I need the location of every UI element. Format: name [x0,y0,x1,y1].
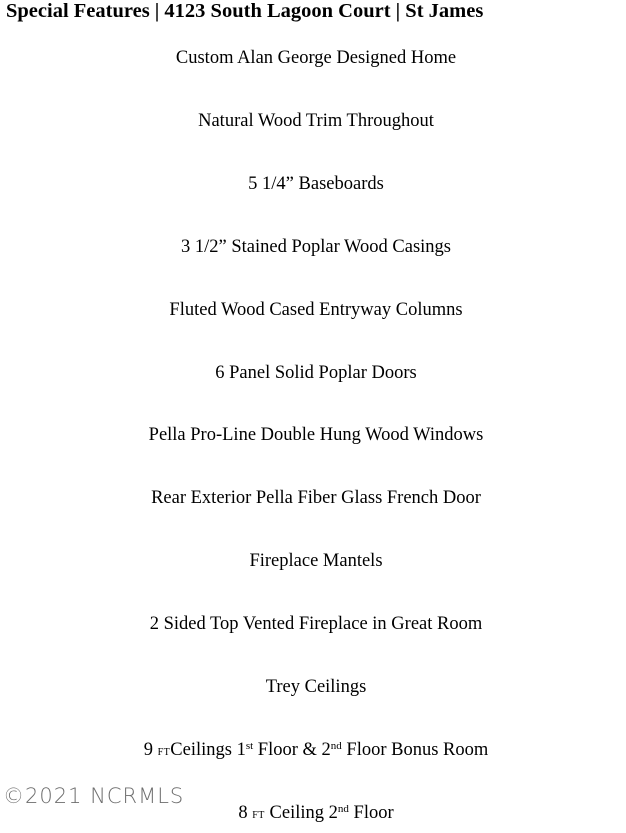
ceiling-text: Ceiling 2 [269,803,338,823]
feature-item: 3 1/2” Stained Poplar Wood Casings [180,237,451,257]
feature-item: 6 Panel Solid Poplar Doors [215,363,417,383]
feature-item: Fluted Wood Cased Entryway Columns [169,300,463,320]
feature-item: Fireplace Mantels [249,551,383,571]
ceiling-text: Ceilings 1 [170,740,246,760]
feature-item: Trey Ceilings [265,677,367,697]
feature-item: Pella Pro-Line Double Hung Wood Windows [148,425,484,445]
ceiling-text: Floor Bonus Room [341,740,489,760]
ordinal-suffix: st [245,740,254,752]
ceiling-height: 9 [143,740,153,760]
ordinal-suffix: nd [330,740,342,752]
ordinal-suffix: nd [337,803,349,815]
unit-label: FT [252,810,265,821]
feature-item: Rear Exterior Pella Fiber Glass French Door [151,488,481,508]
feature-item: Natural Wood Trim Throughout [198,111,434,131]
copyright-watermark: ©2021 NCRMLS [3,784,185,808]
feature-item: 2 Sided Top Vented Fireplace in Great Room [149,614,483,634]
feature-item-ceilings [0,739,626,764]
page-title: Special Features | 4123 South Lagoon Court | St James [6,0,484,22]
feature-item: 5 1/4” Baseboards [248,174,384,194]
ceiling-text: Floor & 2 [253,740,331,760]
ceiling-text: Floor [348,803,394,823]
unit-label: FT [157,747,171,758]
feature-item: Custom Alan George Designed Home [175,48,457,68]
ceiling-height: 8 [238,803,248,823]
